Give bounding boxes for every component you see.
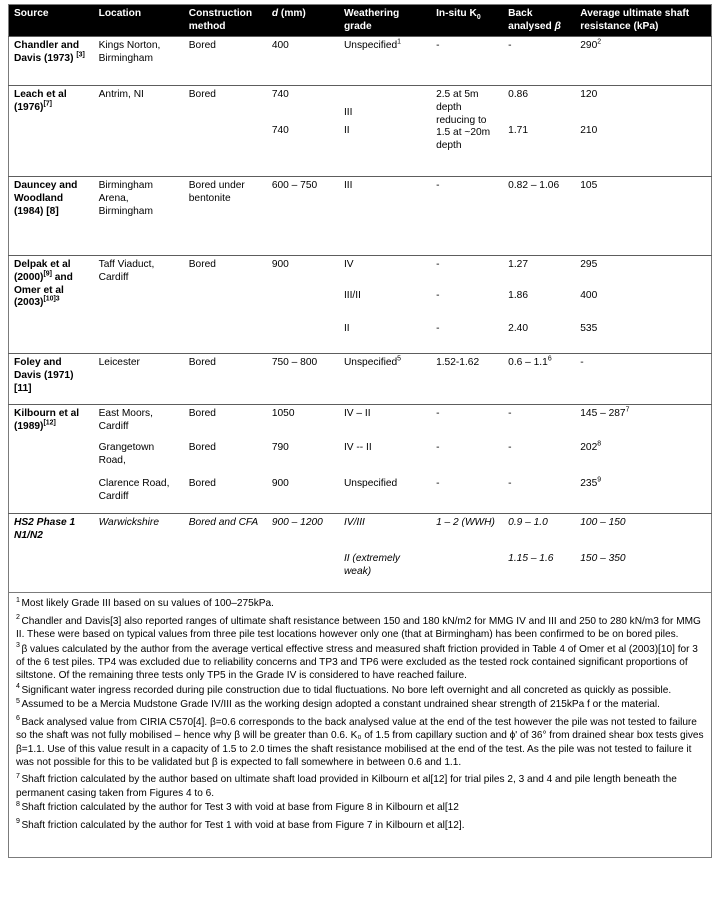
source-text: Chandler and Davis (1973) bbox=[14, 40, 80, 64]
cell-beta: 1.86 bbox=[508, 290, 528, 302]
cell-beta: 1.27 bbox=[503, 256, 575, 288]
cell-beta: 2.40 bbox=[508, 323, 528, 335]
cell-source bbox=[9, 405, 94, 514]
cell-beta: 0.82 – 1.06 bbox=[503, 177, 575, 256]
cell-diameter: 600 – 750 bbox=[267, 177, 339, 256]
table-row bbox=[9, 37, 712, 86]
footnote-text: Shaft friction calculated by the author for Test 1 with void at base from Figure 7 in Kilbourn et al[12]. bbox=[21, 819, 465, 831]
source-reference: [3] bbox=[76, 51, 85, 59]
cell-diameter: 790 bbox=[271, 442, 289, 454]
table-row bbox=[9, 86, 712, 123]
table-header bbox=[9, 5, 712, 37]
grade-footnote-marker: 5 bbox=[397, 355, 402, 363]
cell-resistance: - bbox=[575, 354, 711, 405]
cell-grade: II bbox=[343, 125, 350, 137]
cell-source bbox=[9, 256, 94, 354]
cell-grade: IV – II bbox=[339, 405, 431, 440]
cell-diameter: 900 bbox=[267, 256, 339, 354]
cell-grade: Unspecified bbox=[343, 478, 398, 490]
cell-resistance: 295 bbox=[575, 256, 711, 288]
source-reference: [9] bbox=[43, 270, 52, 278]
cell-method: Bored bbox=[184, 354, 267, 405]
cell-beta: 1.15 – 1.6 bbox=[508, 553, 554, 565]
cell-k0: - bbox=[436, 290, 440, 302]
cell-resistance: 100 – 150 bbox=[575, 514, 711, 551]
cell-beta: - bbox=[508, 478, 512, 490]
column-header-source: Source bbox=[9, 5, 94, 37]
diameter-unit: (mm) bbox=[280, 8, 306, 19]
cell-grade: IV/III bbox=[339, 514, 431, 551]
cell-resistance: 210 bbox=[580, 125, 598, 137]
cell-beta: 0.9 – 1.0 bbox=[503, 514, 575, 551]
cell-method: Bored and CFA bbox=[184, 514, 267, 593]
column-header-back-analysed-beta bbox=[503, 5, 575, 37]
cell-grade: IV -- II bbox=[343, 442, 372, 454]
cell-method: Bored bbox=[184, 405, 267, 440]
diameter-symbol: d bbox=[271, 8, 279, 19]
footnote-marker: 9 bbox=[16, 818, 20, 826]
table-row bbox=[9, 475, 712, 514]
beta-footnote-marker: 6 bbox=[547, 355, 552, 363]
cell-source bbox=[9, 86, 94, 177]
resistance-footnote-marker: 8 bbox=[597, 440, 602, 448]
cell-resistance: 535 bbox=[580, 323, 598, 335]
footnote-text: Significant water ingress recorded during pile construction due to tidal fluctuations. No bore left overnight and all concreted as quickly as possible. bbox=[21, 684, 672, 696]
footnote-text: Assumed to be a Mercia Mudstone Grade IV/III as the working design adopted a constant undrained shear strength of 215kPa f or the material. bbox=[21, 699, 660, 711]
footnote-1 bbox=[16, 597, 704, 610]
insitu-k-label: In-situ K bbox=[436, 8, 477, 19]
cell-method: Bored bbox=[188, 442, 216, 454]
cell-grade bbox=[339, 354, 431, 405]
cell-location: Leicester bbox=[94, 354, 184, 405]
source-reference: [7] bbox=[43, 100, 52, 108]
back-analysed-label: Back analysed bbox=[508, 8, 552, 32]
cell-location: Warwickshire bbox=[94, 514, 184, 593]
cell-location: Clarence Road, Cardiff bbox=[98, 478, 170, 502]
column-header-location: Location bbox=[94, 5, 184, 37]
source-text-2: and Omer et al (2003) bbox=[14, 271, 73, 309]
cell-k0: - bbox=[431, 405, 503, 440]
footnote-text: Chandler and Davis[3] also reported ranges of ultimate shaft resistance between 150 and 180 kN/m2 for MMG IV and III and 250 to 280 kN/m3 for MMG II. These were based on typical values from three pile test locations however only one (that at Birmingham) has been confirmed to be on bored piles. bbox=[16, 615, 701, 641]
source-text: Leach et al (1976) bbox=[14, 89, 67, 113]
cell-diameter: 1050 bbox=[267, 405, 339, 440]
cell-location: Birmingham Arena, Birmingham bbox=[94, 177, 184, 256]
table-row bbox=[9, 354, 712, 405]
footnote-4 bbox=[16, 684, 704, 697]
table-row bbox=[9, 177, 712, 256]
cell-diameter: 900 – 1200 bbox=[267, 514, 339, 593]
cell-grade: III/II bbox=[343, 290, 361, 302]
cell-resistance: 120 bbox=[575, 86, 711, 123]
cell-k0: - bbox=[431, 256, 503, 288]
cell-k0: - bbox=[431, 37, 503, 86]
source-reference-2: [10] bbox=[43, 295, 56, 303]
cell-location: Antrim, NI bbox=[94, 86, 184, 177]
column-header-weathering-grade: Weathering grade bbox=[339, 5, 431, 37]
resistance-footnote-marker: 2 bbox=[597, 38, 602, 46]
cell-grade: III bbox=[339, 177, 431, 256]
cell-resistance: 105 bbox=[575, 177, 711, 256]
cell-resistance: 400 bbox=[580, 290, 598, 302]
footnote-text: Most likely Grade III based on su values of 100–275kPa. bbox=[21, 598, 274, 610]
resistance-footnote-marker: 9 bbox=[597, 476, 602, 484]
footnote-text: β values calculated by the author from the average vertical effective stress and measured shaft friction provided in Table 4 of Omer et al (2003)[10] for 3 of the 6 test piles. TP4 was excluded due to reliability concerns and TP3 and TP6 were excluded as the tested rock contained significant proportions of siltstone. Of the remaining three tests only TP5 in the Grade IV is considered to have reached failure. bbox=[16, 643, 698, 682]
cell-resistance bbox=[575, 439, 711, 475]
cell-method: Bored under bentonite bbox=[184, 177, 267, 256]
column-header-insitu-k0 bbox=[431, 5, 503, 37]
footnote-marker: 5 bbox=[16, 697, 20, 705]
footnote-marker: 8 bbox=[16, 800, 20, 808]
cell-diameter: 400 bbox=[267, 37, 339, 86]
resistance-text: 145 – 287 bbox=[580, 408, 626, 420]
cell-k0: - bbox=[436, 478, 440, 490]
cell-diameter: 900 bbox=[271, 478, 289, 490]
footnote-text: Shaft friction calculated by the author based on ultimate shaft load provided in Kilbourn et al[12] for trial piles 2, 3 and 4 and pile length beneath the permanent casing taken from Figures 4 to 6. bbox=[16, 774, 677, 799]
cell-k0: - bbox=[436, 442, 440, 454]
cell-grade: II bbox=[343, 323, 350, 335]
cell-beta: - bbox=[503, 405, 575, 440]
cell-k0: - bbox=[431, 177, 503, 256]
footnote-5 bbox=[16, 698, 704, 711]
cell-resistance bbox=[575, 475, 711, 514]
cell-method: Bored bbox=[184, 256, 267, 354]
cell-source: HS2 Phase 1 N1/N2 bbox=[9, 514, 94, 593]
cell-location: East Moors, Cardiff bbox=[94, 405, 184, 440]
footnote-text: Back analysed value from CIRIA C570[4]. β=0.6 corresponds to the back analysed value at the end of the test however the pile was not tested to failure so the shaft was not fully mobilised – hence why β will be greater than 0.6. K₀ of 1.5 from capillary suction and ϕ' of 36° from drained shear box tests gives β=1.1. Use of this value result in a capacity of 1.5 to 2.0 times the shaft resistance mobilised at the end of the test. As the pile was not tested to failure it was not possible for this to be validated but β is expected to fall somewhere in between 0.6 and 1.1. bbox=[16, 716, 704, 768]
column-header-construction-method: Construction method bbox=[184, 5, 267, 37]
source-text: Delpak et al (2000) bbox=[14, 259, 71, 283]
cell-grade: II (extremely weak) bbox=[343, 553, 400, 577]
header-row bbox=[9, 5, 712, 37]
cell-location: Taff Viaduct, Cardiff bbox=[94, 256, 184, 354]
source-reference: [12] bbox=[43, 419, 56, 427]
footnote-2 bbox=[16, 615, 704, 642]
footnote-marker: 7 bbox=[16, 772, 20, 780]
resistance-text: 202 bbox=[580, 442, 598, 454]
cell-location: Kings Norton, Birmingham bbox=[94, 37, 184, 86]
cell-grade: III bbox=[339, 86, 431, 123]
source-footnote-marker: 3 bbox=[55, 295, 60, 303]
cell-beta: - bbox=[508, 442, 512, 454]
footnote-6 bbox=[16, 716, 704, 770]
cell-beta: - bbox=[503, 37, 575, 86]
footnote-marker: 2 bbox=[16, 614, 20, 622]
cell-resistance bbox=[575, 405, 711, 440]
cell-resistance bbox=[575, 37, 711, 86]
cell-method: Bored bbox=[188, 478, 216, 490]
column-header-average-ultimate-shaft-resistance: Average ultimate shaft resistance (kPa) bbox=[575, 5, 711, 37]
cell-grade: IV bbox=[339, 256, 431, 288]
source-text: Kilbourn et al (1989) bbox=[14, 408, 80, 432]
cell-k0: - bbox=[436, 323, 440, 335]
insitu-k-subscript: 0 bbox=[476, 14, 481, 22]
beta-symbol: β bbox=[554, 20, 561, 32]
cell-source bbox=[9, 37, 94, 86]
cell-beta bbox=[503, 354, 575, 405]
grade-text: Unspecified bbox=[343, 40, 398, 52]
cell-k0: 1 – 2 (WWH) bbox=[431, 514, 503, 593]
grade-footnote-marker: 1 bbox=[397, 38, 402, 46]
footnote-marker: 6 bbox=[16, 715, 20, 723]
beta-text: 0.6 – 1.1 bbox=[508, 357, 548, 369]
resistance-text: 290 bbox=[580, 40, 598, 52]
cell-beta: 0.86 bbox=[503, 86, 575, 123]
column-header-diameter bbox=[267, 5, 339, 37]
cell-diameter: 740 bbox=[271, 125, 289, 137]
table-row bbox=[9, 405, 712, 440]
cell-beta: 1.71 bbox=[508, 125, 528, 137]
table-row bbox=[9, 256, 712, 288]
cell-source: Dauncey and Woodland (1984) [8] bbox=[9, 177, 94, 256]
footnote-marker: 1 bbox=[16, 596, 20, 604]
table-row bbox=[9, 514, 712, 551]
footnote-8 bbox=[16, 801, 704, 814]
cell-k0: 1.52-1.62 bbox=[431, 354, 503, 405]
cell-diameter: 740 bbox=[267, 86, 339, 123]
footnote-marker: 4 bbox=[16, 683, 20, 691]
resistance-footnote-marker: 7 bbox=[625, 406, 630, 414]
footnote-marker: 3 bbox=[16, 642, 20, 650]
footnote-9 bbox=[16, 819, 704, 832]
cell-method: Bored bbox=[184, 86, 267, 177]
cell-grade bbox=[339, 37, 431, 86]
footnote-text: Shaft friction calculated by the author for Test 3 with void at base from Figure 8 in Kilbourn et al[12 bbox=[21, 802, 459, 814]
table-row bbox=[9, 439, 712, 475]
footnote-7 bbox=[16, 773, 704, 800]
footnotes-container bbox=[8, 593, 712, 858]
table-body bbox=[9, 37, 712, 593]
cell-source: Foley and Davis (1971)[11] bbox=[9, 354, 94, 405]
cell-method: Bored bbox=[184, 37, 267, 86]
footnote-3 bbox=[16, 643, 704, 683]
grade-text: Unspecified bbox=[343, 357, 398, 369]
resistance-text: 235 bbox=[580, 478, 598, 490]
cell-resistance: 150 – 350 bbox=[580, 553, 626, 565]
cell-diameter: 750 – 800 bbox=[267, 354, 339, 405]
pile-test-data-table bbox=[8, 4, 712, 593]
cell-location: Grangetown Road, bbox=[98, 442, 155, 466]
cell-k0: 2.5 at 5m depth reducing to 1.5 at ~20m depth bbox=[431, 86, 503, 177]
